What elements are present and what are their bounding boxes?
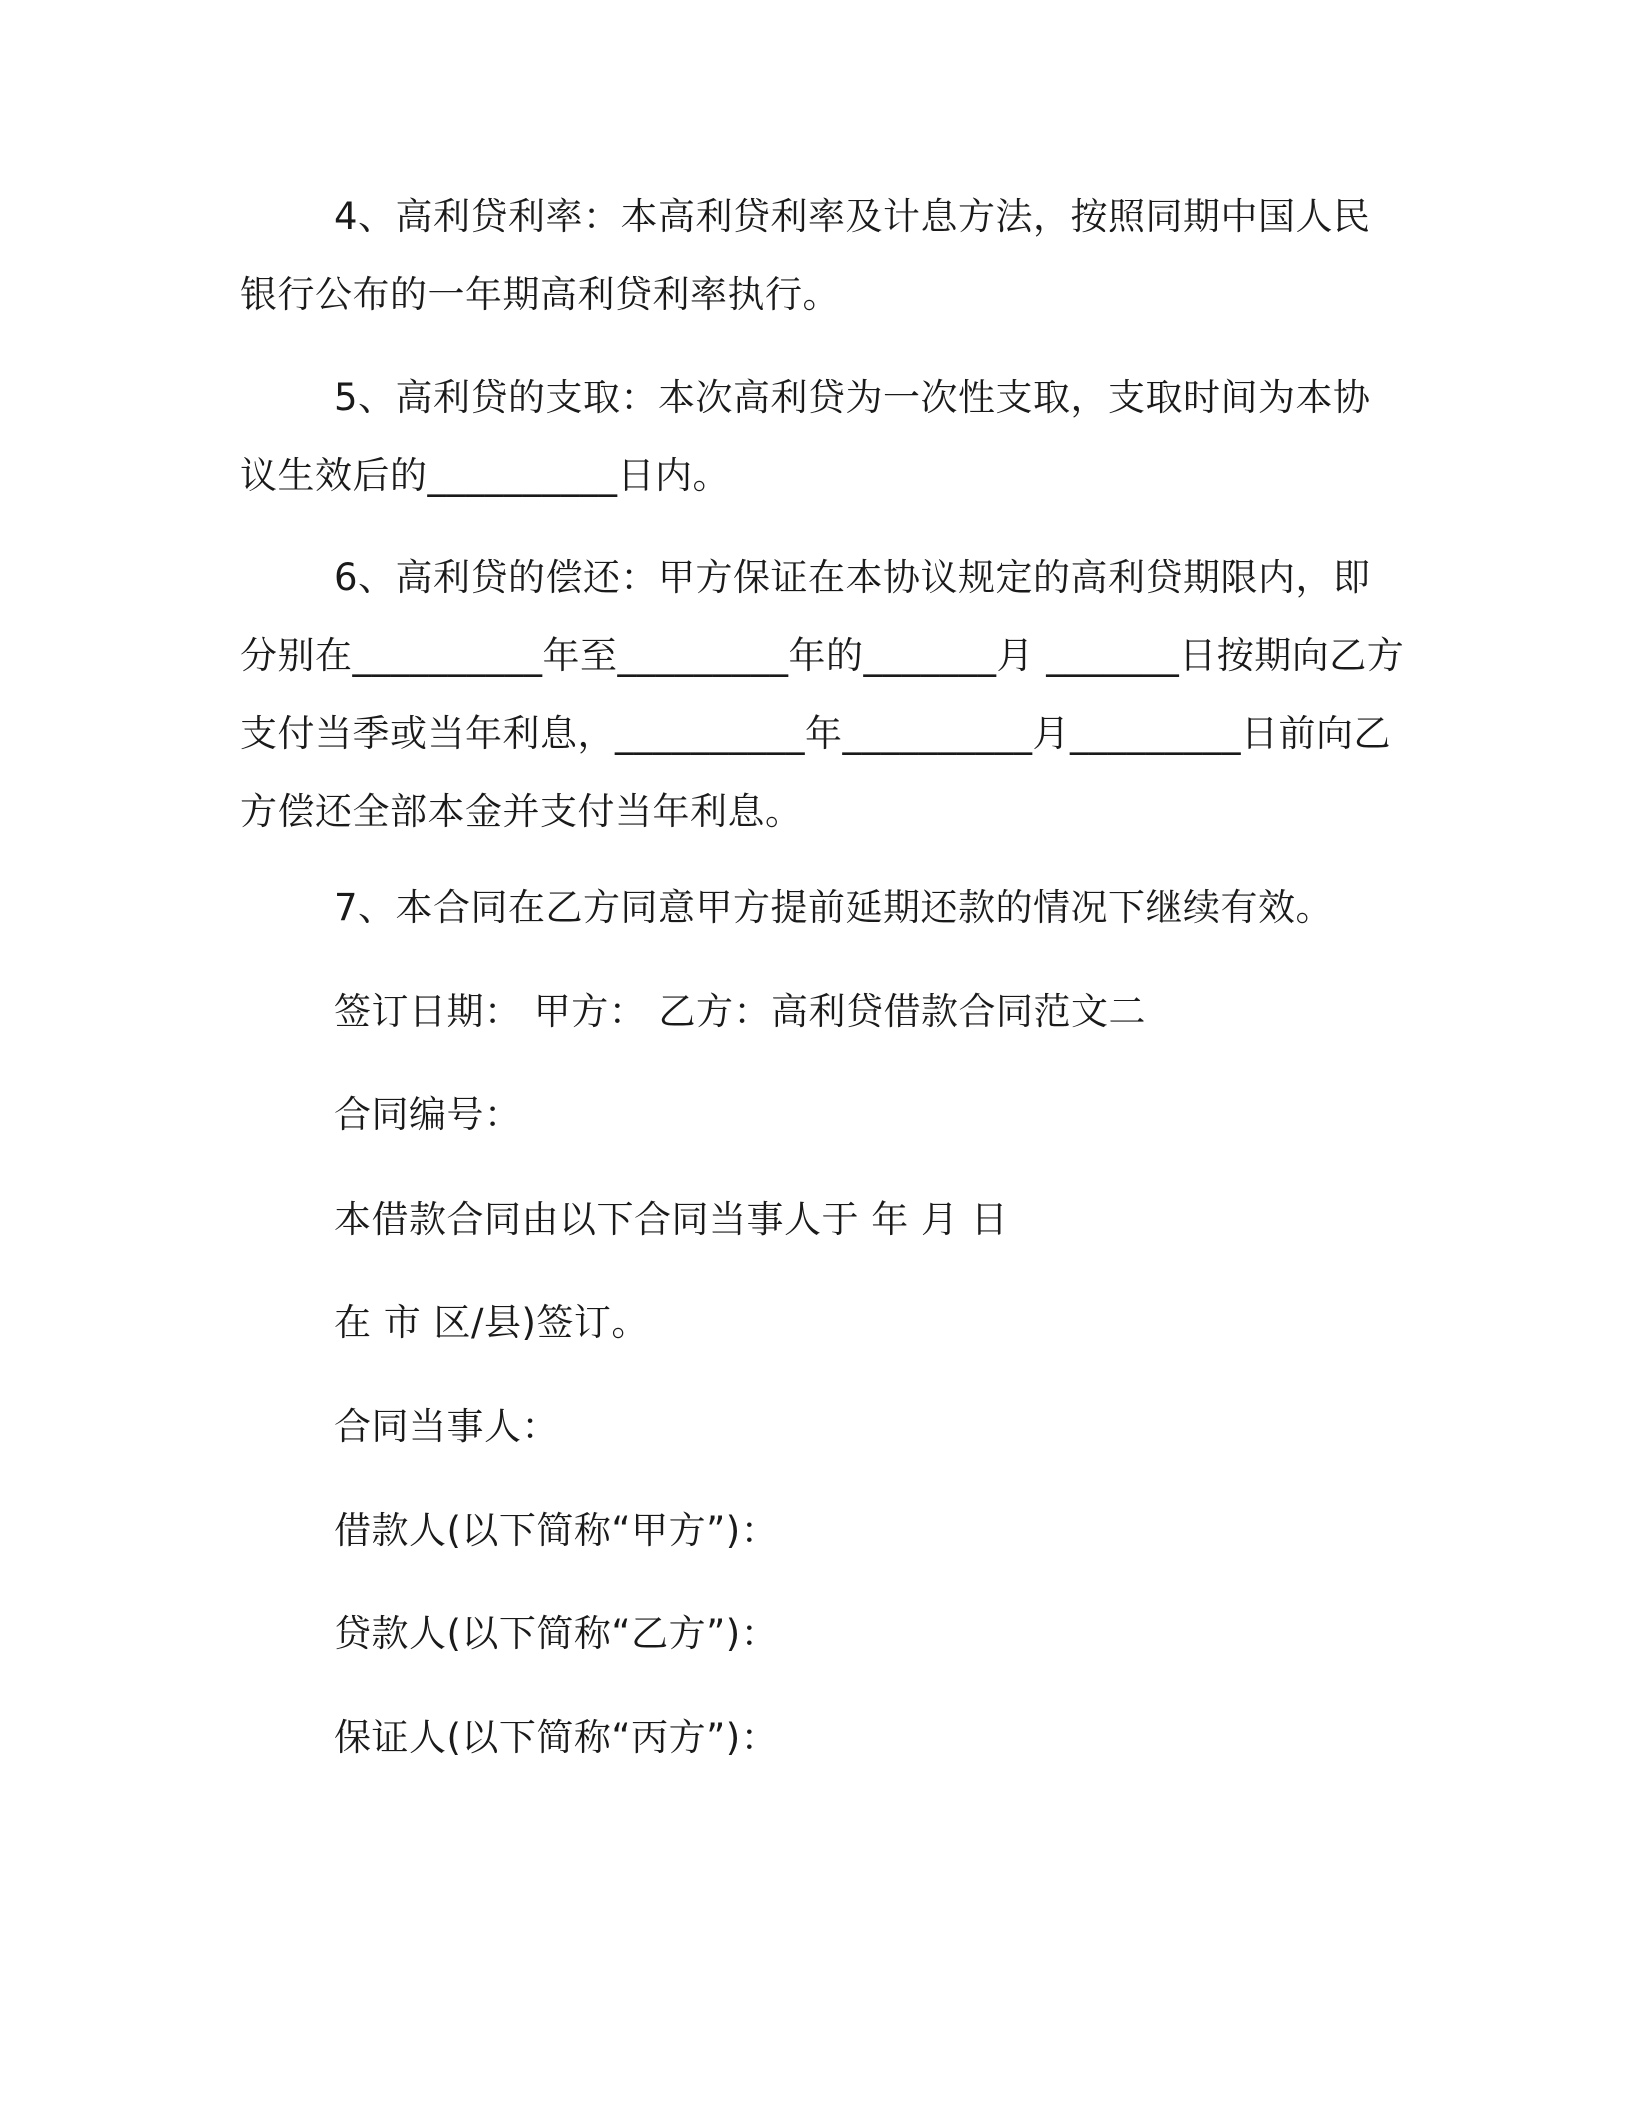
guarantor-line: 保证人(以下简称“丙方”)： [334,1716,779,1759]
paragraph-line: 银行公布的一年期高利贷利率执行。 [240,273,840,316]
clause-4-interest-rate [240,178,1390,334]
paragraph-line: 分别在__________年至_________年的_______月 _______日按期向乙方 [240,634,1405,677]
paragraph-line: 5、高利贷的支取：本次高利贷为一次性支取，支取时间为本协 [334,376,1371,419]
contract-date-line: 本借款合同由以下合同当事人于 年 月 日 [334,1198,1009,1241]
clause-5-withdrawal [240,359,1390,515]
paragraph-line: 4、高利贷利率：本高利贷利率及计息方法，按照同期中国人民 [334,195,1371,238]
lender-line: 贷款人(以下简称“乙方”)： [334,1612,779,1655]
signing-location-line: 在 市 区/县)签订。 [334,1301,649,1344]
contract-number-line: 合同编号： [334,1093,522,1136]
clause-6-repayment [240,539,1405,851]
paragraph-line: 议生效后的__________日内。 [240,454,730,497]
parties-heading: 合同当事人： [334,1405,559,1448]
paragraph-line: 6、高利贷的偿还：甲方保证在本协议规定的高利贷期限内，即 [334,556,1371,599]
paragraph-line: 支付当季或当年利息，__________年__________月_________日前向乙 [240,712,1391,755]
signing-date-line: 签订日期： 甲方： 乙方：高利贷借款合同范文二 [334,990,1147,1033]
borrower-line: 借款人(以下简称“甲方”)： [334,1509,779,1552]
paragraph-line: 方偿还全部本金并支付当年利息。 [240,790,803,833]
clause-7-validity: 7、本合同在乙方同意甲方提前延期还款的情况下继续有效。 [334,886,1334,929]
